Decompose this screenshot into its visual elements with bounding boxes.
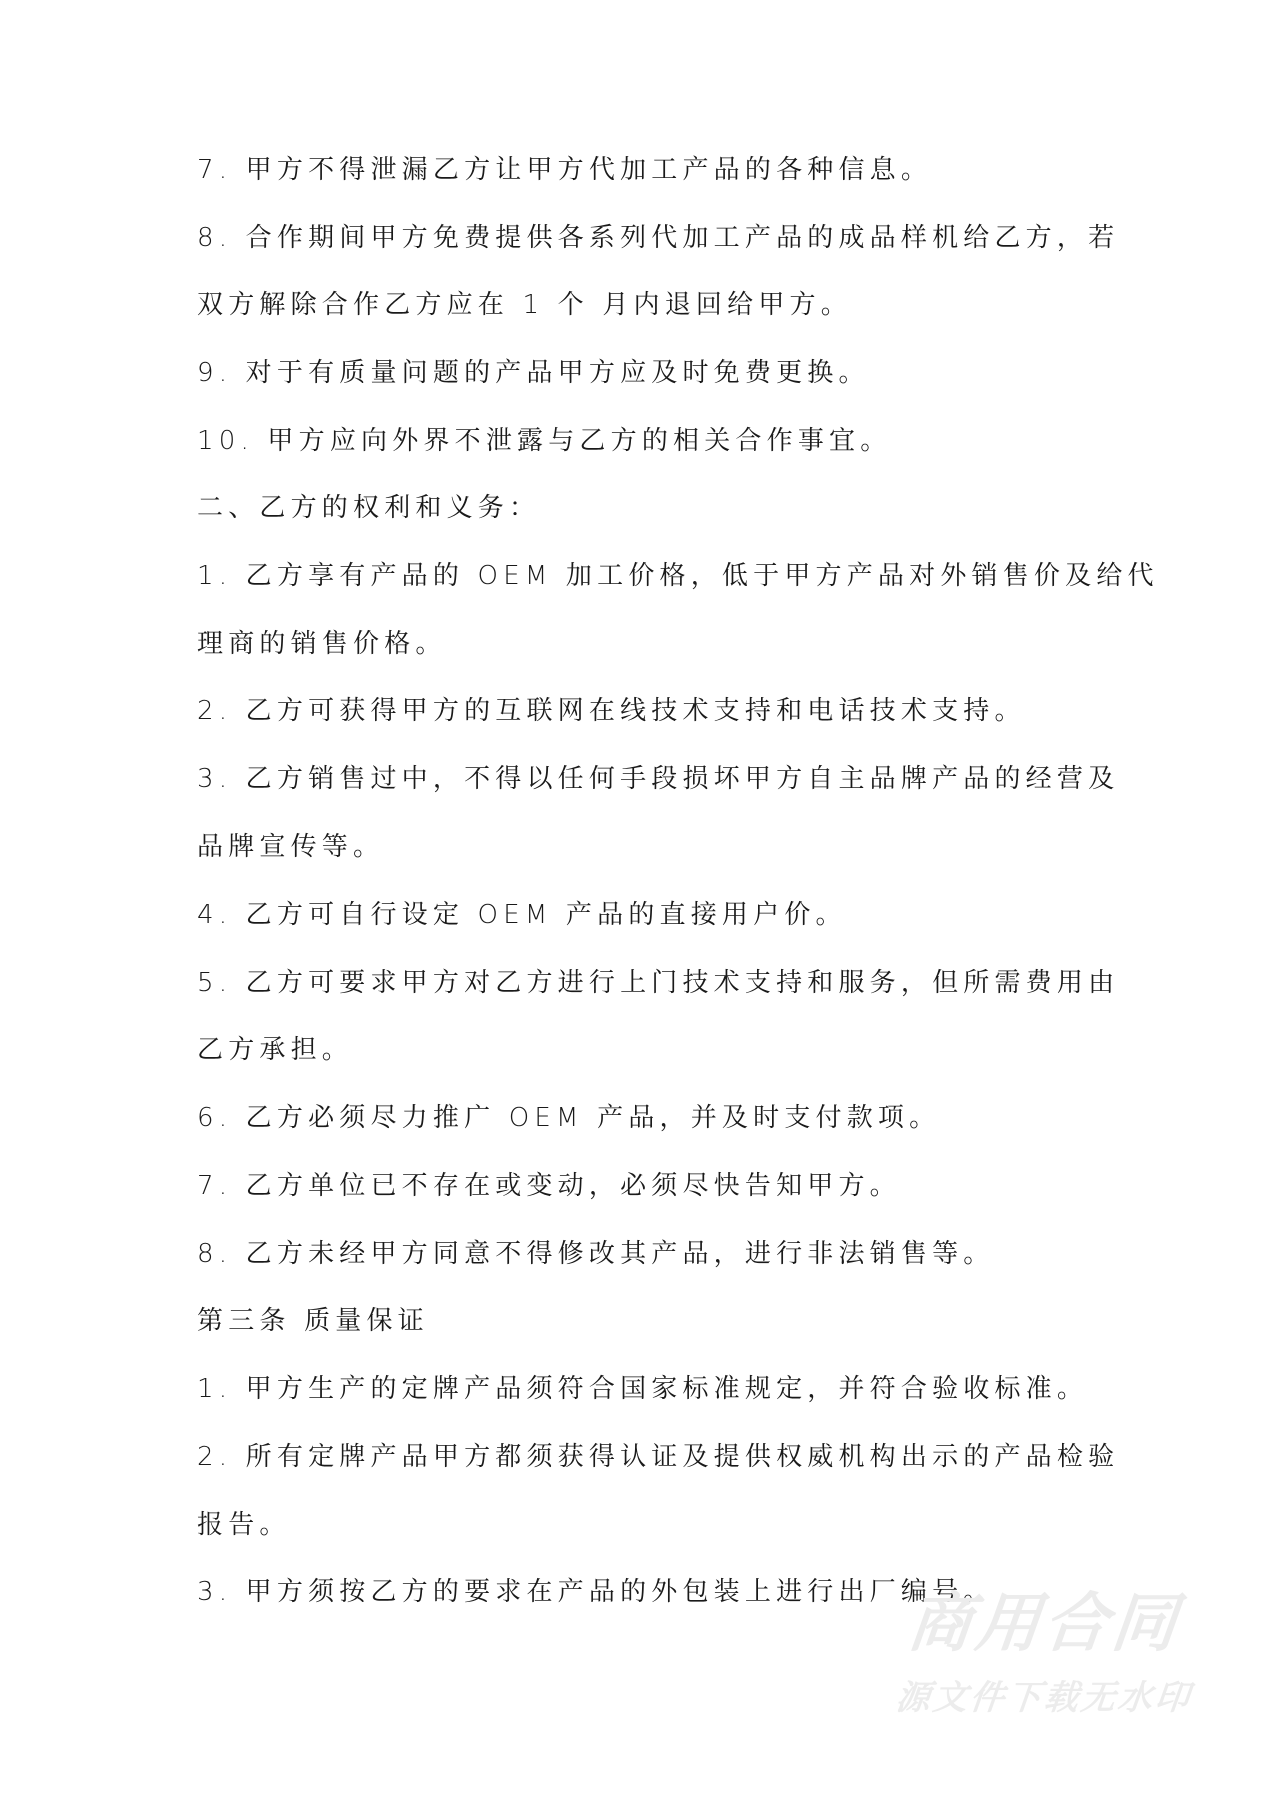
text-line: 2. 所有定牌产品甲方都须获得认证及提供权威机构出示的产品检验: [197, 1442, 1120, 1472]
text-line: 3. 甲方须按乙方的要求在产品的外包装上进行出厂编号。: [197, 1577, 995, 1607]
text-line: 10. 甲方应向外界不泄露与乙方的相关合作事宜。: [197, 426, 892, 456]
text-line: 品牌宣传等。: [197, 832, 385, 862]
text-line: 3. 乙方销售过中，不得以任何手段损坏甲方自主品牌产品的经营及: [197, 764, 1120, 794]
text-line: 1. 乙方享有产品的 OEM 加工价格，低于甲方产品对外销售价及给代: [197, 561, 1159, 591]
text-line: 2. 乙方可获得甲方的互联网在线技术支持和电话技术支持。: [197, 696, 1026, 726]
section-heading: 二、乙方的权利和义务：: [197, 493, 541, 523]
watermark: [884, 1588, 1204, 1718]
text-line: 7. 乙方单位已不存在或变动，必须尽快告知甲方。: [197, 1171, 901, 1201]
text-line: 8. 合作期间甲方免费提供各系列代加工产品的成品样机给乙方，若: [197, 223, 1120, 253]
text-line: 9. 对于有质量问题的产品甲方应及时免费更换。: [197, 358, 870, 388]
text-line: 理商的销售价格。: [197, 629, 447, 659]
text-line: 报告。: [197, 1510, 291, 1540]
text-line: 6. 乙方必须尽力推广 OEM 产品，并及时支付款项。: [197, 1103, 941, 1133]
text-line: 1. 甲方生产的定牌产品须符合国家标准规定，并符合验收标准。: [197, 1374, 1089, 1404]
text-line: 7. 甲方不得泄漏乙方让甲方代加工产品的各种信息。: [197, 155, 933, 185]
text-line: 乙方承担。: [197, 1035, 354, 1065]
text-line: 4. 乙方可自行设定 OEM 产品的直接用户价。: [197, 900, 847, 930]
text-line: 双方解除合作乙方应在 1 个 月内退回给甲方。: [197, 290, 852, 320]
text-line: 5. 乙方可要求甲方对乙方进行上门技术支持和服务，但所需费用由: [197, 968, 1120, 998]
section-heading: 第三条 质量保证: [197, 1306, 429, 1336]
text-line: 8. 乙方未经甲方同意不得修改其产品，进行非法销售等。: [197, 1239, 995, 1269]
watermark-title: 商用合同: [904, 1587, 1184, 1661]
watermark-subtitle: 源文件下载无水印: [893, 1678, 1195, 1718]
